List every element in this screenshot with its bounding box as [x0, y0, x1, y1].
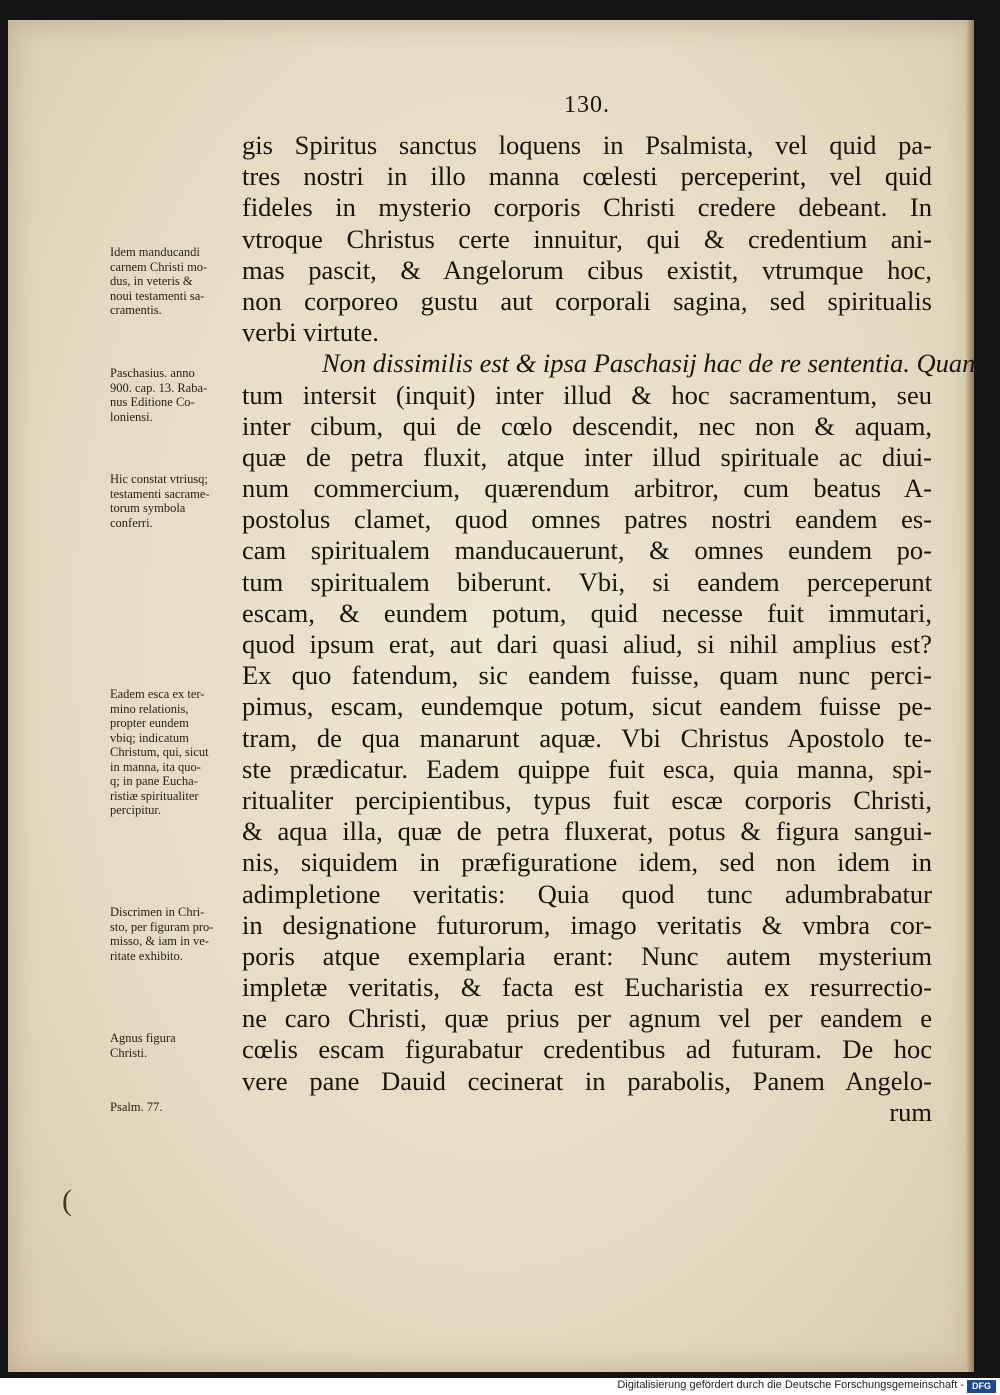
text-line: cœlis escam figurabatur credentibus ad futuram. De hoc	[242, 1034, 932, 1065]
text-line: quod ipsum erat, aut dari quasi aliud, si nihil amplius est?	[242, 629, 932, 659]
text-line-italic: Non dissimilis est & ipsa Paschasij hac de re sententia. Quan-	[322, 348, 985, 379]
text-line: tum spiritualem biberunt. Vbi, si eandem perceperunt	[242, 566, 932, 597]
text-line: quæ de petra fluxit, atque inter illud spirituale ac diui-	[242, 441, 932, 472]
text-line: fideles in mysterio corporis Christi credere debeant. In	[242, 192, 932, 223]
margin-note: Idem manducandi carnem Christi mo- dus, in veteris & noui testamenti sa- cramentis.	[110, 245, 208, 317]
text-line: tram, de qua manarunt aquæ. Vbi Christus Apostolo te-	[242, 722, 932, 753]
text-line: adimpletione veritatis: Quia quod tunc adumbrabatur	[242, 878, 932, 909]
text-line: impletæ veritatis, & facta est Eucharistia ex resurrectio-	[242, 972, 932, 1003]
text-line: poris atque exemplaria erant: Nunc autem mysterium	[242, 940, 932, 971]
text-line: gis Spiritus sanctus loquens in Psalmista, vel quid pa-	[242, 130, 932, 160]
text-line: mas pascit, & Angelorum cibus existit, vtrumque hoc,	[242, 254, 932, 285]
text-line: verbi virtute.	[242, 317, 379, 348]
margin-note: Paschasius. anno 900. cap. 13. Raba- nus Editione Co- loniensi.	[110, 366, 208, 424]
margin-note: Discrimen in Chri- sto, per figuram pro- misso, & iam in ve- ritate exhibito.	[110, 905, 214, 963]
text-line: inter cibum, qui de cœlo descendit, nec non & aquam,	[242, 410, 932, 441]
text-line: postolus clamet, quod omnes patres nostri eandem es-	[242, 504, 932, 535]
paper-mark: (	[62, 1184, 72, 1217]
footer-bar	[0, 1378, 1000, 1395]
text-line: & aqua illa, quæ de petra fluxerat, potus & figura sangui-	[242, 816, 932, 847]
text-line: ritualiter percipientibus, typus fuit escæ corporis Christi,	[242, 784, 932, 815]
margin-note: Hic constat vtriusq; testamenti sacrame- torum symbola conferri.	[110, 472, 210, 530]
text-line: nis, siquidem in præfiguratione idem, sed non idem in	[242, 847, 932, 878]
text-line: Ex quo fatendum, sic eandem fuisse, quam nunc perci-	[242, 660, 932, 691]
text-line: num commercium, quærendum arbitror, cum beatus A-	[242, 473, 932, 504]
text-line: vere pane Dauid cecinerat in parabolis, Panem Angelo-	[242, 1065, 932, 1096]
catchword: rum	[889, 1096, 932, 1127]
margin-note: Eadem esca ex ter- mino relationis, propter eundem vbiq; indicatum Christum, qui, sicut in manna, ita quo- q; in pane Eucha- ristiæ spiritualiter percipitur.	[110, 687, 209, 817]
text-line: in designatione futurorum, imago veritatis & vmbra cor-	[242, 909, 932, 940]
margin-note: Psalm. 77.	[110, 1100, 163, 1114]
text-line: non corporeo gustu aut corporali sagina, sed spiritualis	[242, 285, 932, 316]
footer-text: Digitalisierung gefördert durch die Deutsche Forschungsgemeinschaft -	[617, 1379, 964, 1391]
text-line: ne caro Christi, quæ prius per agnum vel per eandem e	[242, 1003, 932, 1034]
text-line: tum intersit (inquit) inter illud & hoc sacramentum, seu	[242, 379, 932, 410]
text-line: pimus, escam, eundemque potum, sicut eandem fuisse pe-	[242, 691, 932, 722]
page-edge	[966, 20, 974, 1372]
page-number: 130.	[564, 92, 610, 118]
book-page	[8, 20, 985, 1372]
margin-note: Agnus figura Christi.	[110, 1031, 176, 1060]
text-line: tres nostri in illo manna cœlesti perceperint, vel quid	[242, 161, 932, 192]
dfg-logo: DFG	[967, 1380, 996, 1393]
text-line: ste prædicatur. Eadem quippe fuit esca, quia manna, spi-	[242, 753, 932, 784]
text-line: escam, & eundem potum, quid necesse fuit immutari,	[242, 597, 932, 628]
text-line: vtroque Christus certe innuitur, qui & credentium ani-	[242, 223, 932, 254]
main-text-block	[242, 130, 985, 1128]
text-line: cam spiritualem manducauerunt, & omnes eundem po-	[242, 535, 932, 566]
